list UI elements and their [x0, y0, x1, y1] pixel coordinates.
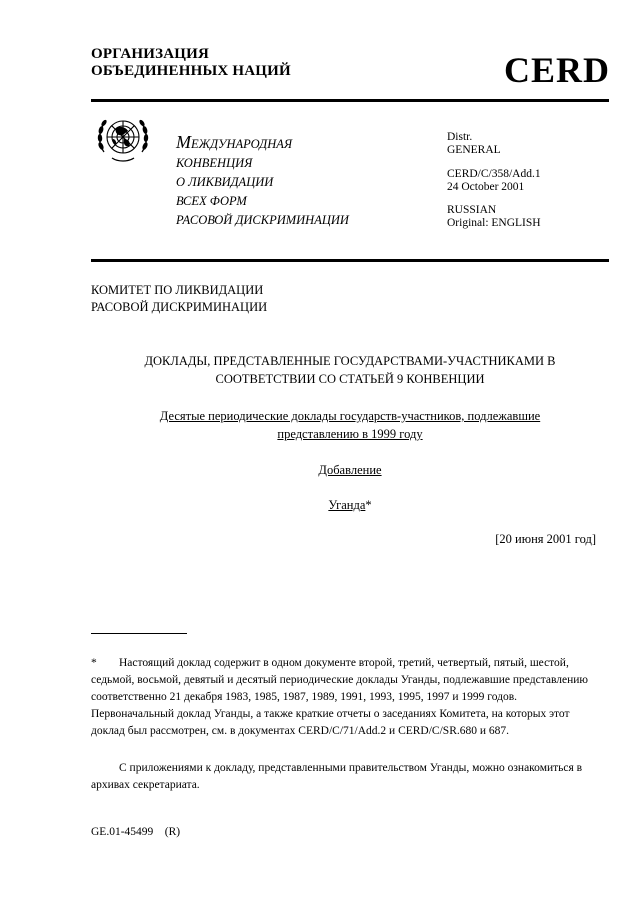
- un-emblem-icon: [94, 112, 152, 164]
- document-series-symbol: CERD: [503, 50, 610, 90]
- title-line-1: ДОКЛАДЫ, ПРЕДСТАВЛЕННЫЕ ГОСУДАРСТВАМИ-УЧАСТНИКАМИ В: [144, 354, 556, 368]
- symbol-block: [447, 168, 541, 194]
- country-name: Уганда: [328, 498, 366, 512]
- convention-title: [176, 133, 349, 230]
- committee-line-2: РАСОВОЙ ДИСКРИМИНАЦИИ: [91, 300, 268, 314]
- convention-initial: М: [176, 132, 191, 152]
- header-rule-top: [91, 99, 609, 102]
- footnote-separator: [91, 633, 187, 634]
- convention-line-1-rest: ЕЖДУНАРОДНАЯ: [191, 137, 293, 151]
- distr-value: GENERAL: [447, 144, 501, 156]
- org-line-1: ОРГАНИЗАЦИЯ: [91, 46, 210, 62]
- footnote-text: Настоящий доклад содержит в одном документе второй, третий, четвертый, пятый, шестой, седьмой, восьмой, девятый и десятый периодические доклады Уганды, подлежавшие представлению соответственно 21 декабря 1983, 1985, 1987, 1989, 1991, 1993, 1995, 1997 и 1999 годов. Первоначальный доклад Уганды, а также краткие отчеты о заседаниях Комитета, на которых этот доклад был рассмотрен, см. в документах CERD/C/71/Add.2 и CERD/C/SR.680 и 687.: [91, 657, 588, 737]
- organization-name: [91, 46, 291, 80]
- annex-note: С приложениями к докладу, представленными правительством Уганды, можно ознакомиться в архивах секретариата.: [91, 762, 583, 791]
- distr-label: Distr.: [447, 131, 473, 143]
- document-subtitle: [91, 407, 609, 443]
- footnote: [91, 655, 601, 740]
- committee-name: [91, 282, 267, 316]
- committee-line-1: КОМИТЕТ ПО ЛИКВИДАЦИИ: [91, 283, 264, 297]
- addendum-heading: [91, 461, 609, 479]
- distribution-block: [447, 131, 501, 157]
- language-block: [447, 204, 541, 230]
- convention-line-5: РАСОВОЙ ДИСКРИМИНАЦИИ: [176, 213, 349, 227]
- country-footnote-mark: *: [365, 498, 372, 512]
- convention-line-3: О ЛИКВИДАЦИИ: [176, 175, 274, 189]
- job-number-text: GE.01-45499 (R): [91, 826, 181, 838]
- country-heading: [91, 496, 609, 514]
- addendum-label: Добавление: [318, 463, 382, 477]
- doc-language: RUSSIAN: [447, 204, 497, 216]
- document-title: [91, 352, 609, 388]
- doc-symbol: CERD/C/358/Add.1: [447, 168, 541, 180]
- doc-date: 24 October 2001: [447, 181, 525, 193]
- job-number: [91, 826, 180, 838]
- report-date: [20 июня 2001 год]: [495, 532, 596, 546]
- title-line-2: СООТВЕТСТВИИ СО СТАТЬЕЙ 9 КОНВЕНЦИИ: [215, 372, 485, 386]
- header-rule-bottom: [91, 259, 609, 262]
- subtitle-line-1: Десятые периодические доклады государств-участников, подлежавшие: [159, 409, 541, 423]
- convention-line-4: ВСЕХ ФОРМ: [176, 194, 247, 208]
- footnote-mark: *: [91, 657, 97, 669]
- subtitle-line-2: представлению в 1999 году: [277, 427, 423, 441]
- org-line-2: ОБЪЕДИНЕННЫХ НАЦИЙ: [91, 63, 291, 79]
- convention-line-1: [176, 133, 349, 154]
- doc-original: Original: ENGLISH: [447, 217, 541, 229]
- convention-line-2: КОНВЕНЦИЯ: [176, 156, 253, 170]
